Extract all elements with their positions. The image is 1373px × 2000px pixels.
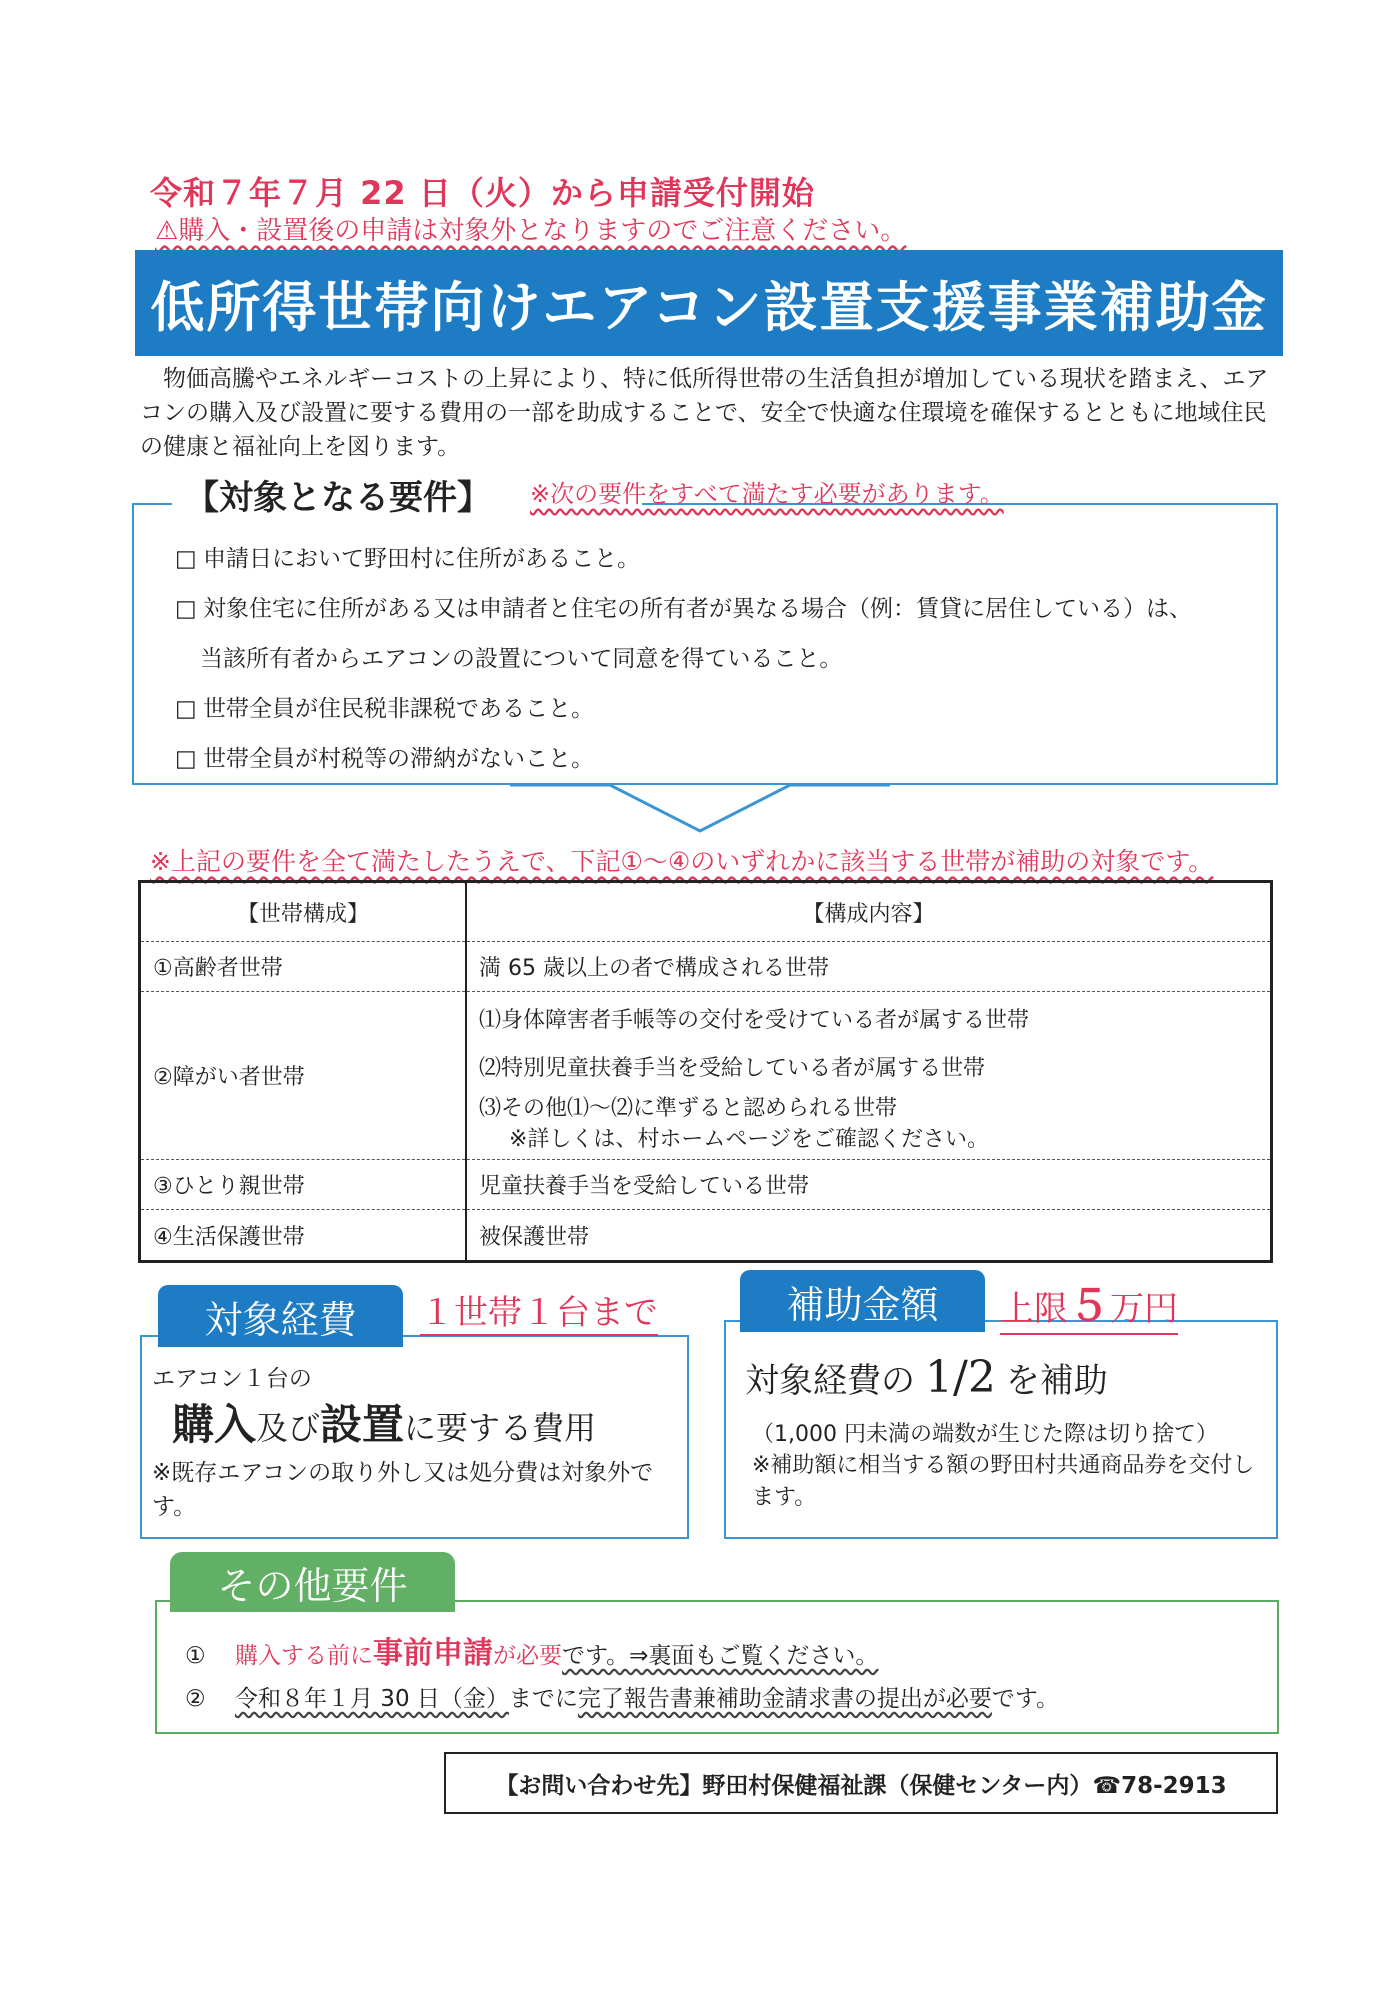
other-item-1: ① 購入する前に事前申請が必要です。⇒裏面もご覧ください。 — [185, 1636, 879, 1671]
requirement-item-continued: 当該所有者からエアコンの設置について同意を得ていること。 — [200, 646, 843, 672]
expense-main: 購入及び設置に要する費用 — [172, 1400, 597, 1449]
content-line: ⑴身体障害者手帳等の交付を受けている者が属する世帯 — [479, 1007, 1030, 1033]
subsidy-note-rounding: （1,000 円未満の端数が生じた際は切り捨て） — [752, 1422, 1218, 1447]
requirement-item: □ 対象住宅に住所がある又は申請者と住宅の所有者が異なる場合（例：賃貸に居住している）は、 — [175, 596, 1192, 622]
requirement-item: □ 申請日において野田村に住所があること。 — [175, 546, 640, 572]
contact-info: 【お問い合わせ先】野田村保健福祉課（保健センター内）☎78-2913 — [444, 1752, 1278, 1814]
purchase-warning: ⚠購入・設置後の申請は対象外となりますのでご注意ください。 — [155, 216, 907, 246]
table-header: 【構成内容】 — [466, 882, 1272, 942]
page-title: 低所得世帯向けエアコン設置支援事業補助金 — [135, 250, 1283, 356]
table-header: 【世帯構成】 — [236, 901, 369, 927]
intro-paragraph: 物価高騰やエネルギーコストの上昇により、特に低所得世帯の生活負担が増加している現状を踏まえ、エアコンの購入及び設置に要する費用の一部を助成することで、安全で快適な住環境を確保するとともに地域住民の健康と福祉向上を図ります。 — [140, 366, 1269, 460]
household-content — [466, 992, 1272, 1160]
subsidy-limit: 上限５万円 — [1000, 1273, 1178, 1335]
subsidy-note-voucher: ※補助額に相当する額の野田村共通商品券を交付します。 — [752, 1453, 1255, 1510]
household-content: 満 65 歳以上の者で構成される世帯 — [466, 942, 1272, 992]
application-start-date: 令和７年７月 22 日（火）から申請受付開始 — [150, 174, 815, 212]
content-line: ⑵特別児童扶養手当を受給している者が属する世帯 — [479, 1055, 986, 1081]
expense-tab: 対象経費 — [158, 1285, 403, 1347]
requirements-note: ※次の要件をすべて満たす必要があります。 — [530, 480, 1004, 508]
household-content: 被保護世帯 — [466, 1210, 1272, 1262]
content-line: ⑶その他⑴～⑵に準ずると認められる世帯 — [479, 1095, 898, 1121]
eligibility-note: ※上記の要件を全て満たしたうえで、下記①～④のいずれかに該当する世帯が補助の対象です。 — [150, 847, 1214, 876]
household-content: 児童扶養手当を受給している世帯 — [466, 1160, 1272, 1210]
household-type: ①高齢者世帯 — [153, 956, 283, 981]
household-type: ④生活保護世帯 — [153, 1224, 305, 1250]
other-item-2: ② 令和８年１月 30 日（金）までに完了報告書兼補助金請求書の提出が必要です。 — [185, 1686, 1060, 1712]
table-row — [140, 1210, 1272, 1262]
checkbox-icon: □ — [175, 596, 197, 622]
subsidy-tab: 補助金額 — [740, 1270, 985, 1332]
checkbox-icon: □ — [175, 746, 197, 772]
content-note: ※詳しくは、村ホームページをご確認ください。 — [509, 1126, 989, 1152]
household-type: ②障がい者世帯 — [153, 1065, 305, 1090]
checkbox-icon: □ — [175, 696, 197, 722]
requirements-heading: 【対象となる要件】 — [175, 470, 501, 519]
table-header-row — [140, 882, 1272, 942]
down-arrow-icon — [510, 783, 890, 835]
table-row — [140, 1160, 1272, 1210]
household-table — [138, 880, 1273, 1263]
expense-line1: エアコン１台の — [152, 1366, 312, 1392]
requirement-item: □ 世帯全員が村税等の滞納がないこと。 — [175, 746, 594, 772]
table-row — [140, 992, 1272, 1160]
expense-limit: １世帯１台まで — [420, 1285, 658, 1336]
requirement-item: □ 世帯全員が住民税非課税であること。 — [175, 696, 594, 722]
other-requirements-tab: その他要件 — [170, 1552, 455, 1612]
subsidy-main: 対象経費の 1/2 を補助 — [745, 1352, 1108, 1403]
expense-note: ※既存エアコンの取り外し又は処分費は対象外です。 — [152, 1460, 654, 1520]
checkbox-icon: □ — [175, 546, 197, 572]
table-row — [140, 942, 1272, 992]
household-type: ③ひとり親世帯 — [153, 1174, 305, 1199]
